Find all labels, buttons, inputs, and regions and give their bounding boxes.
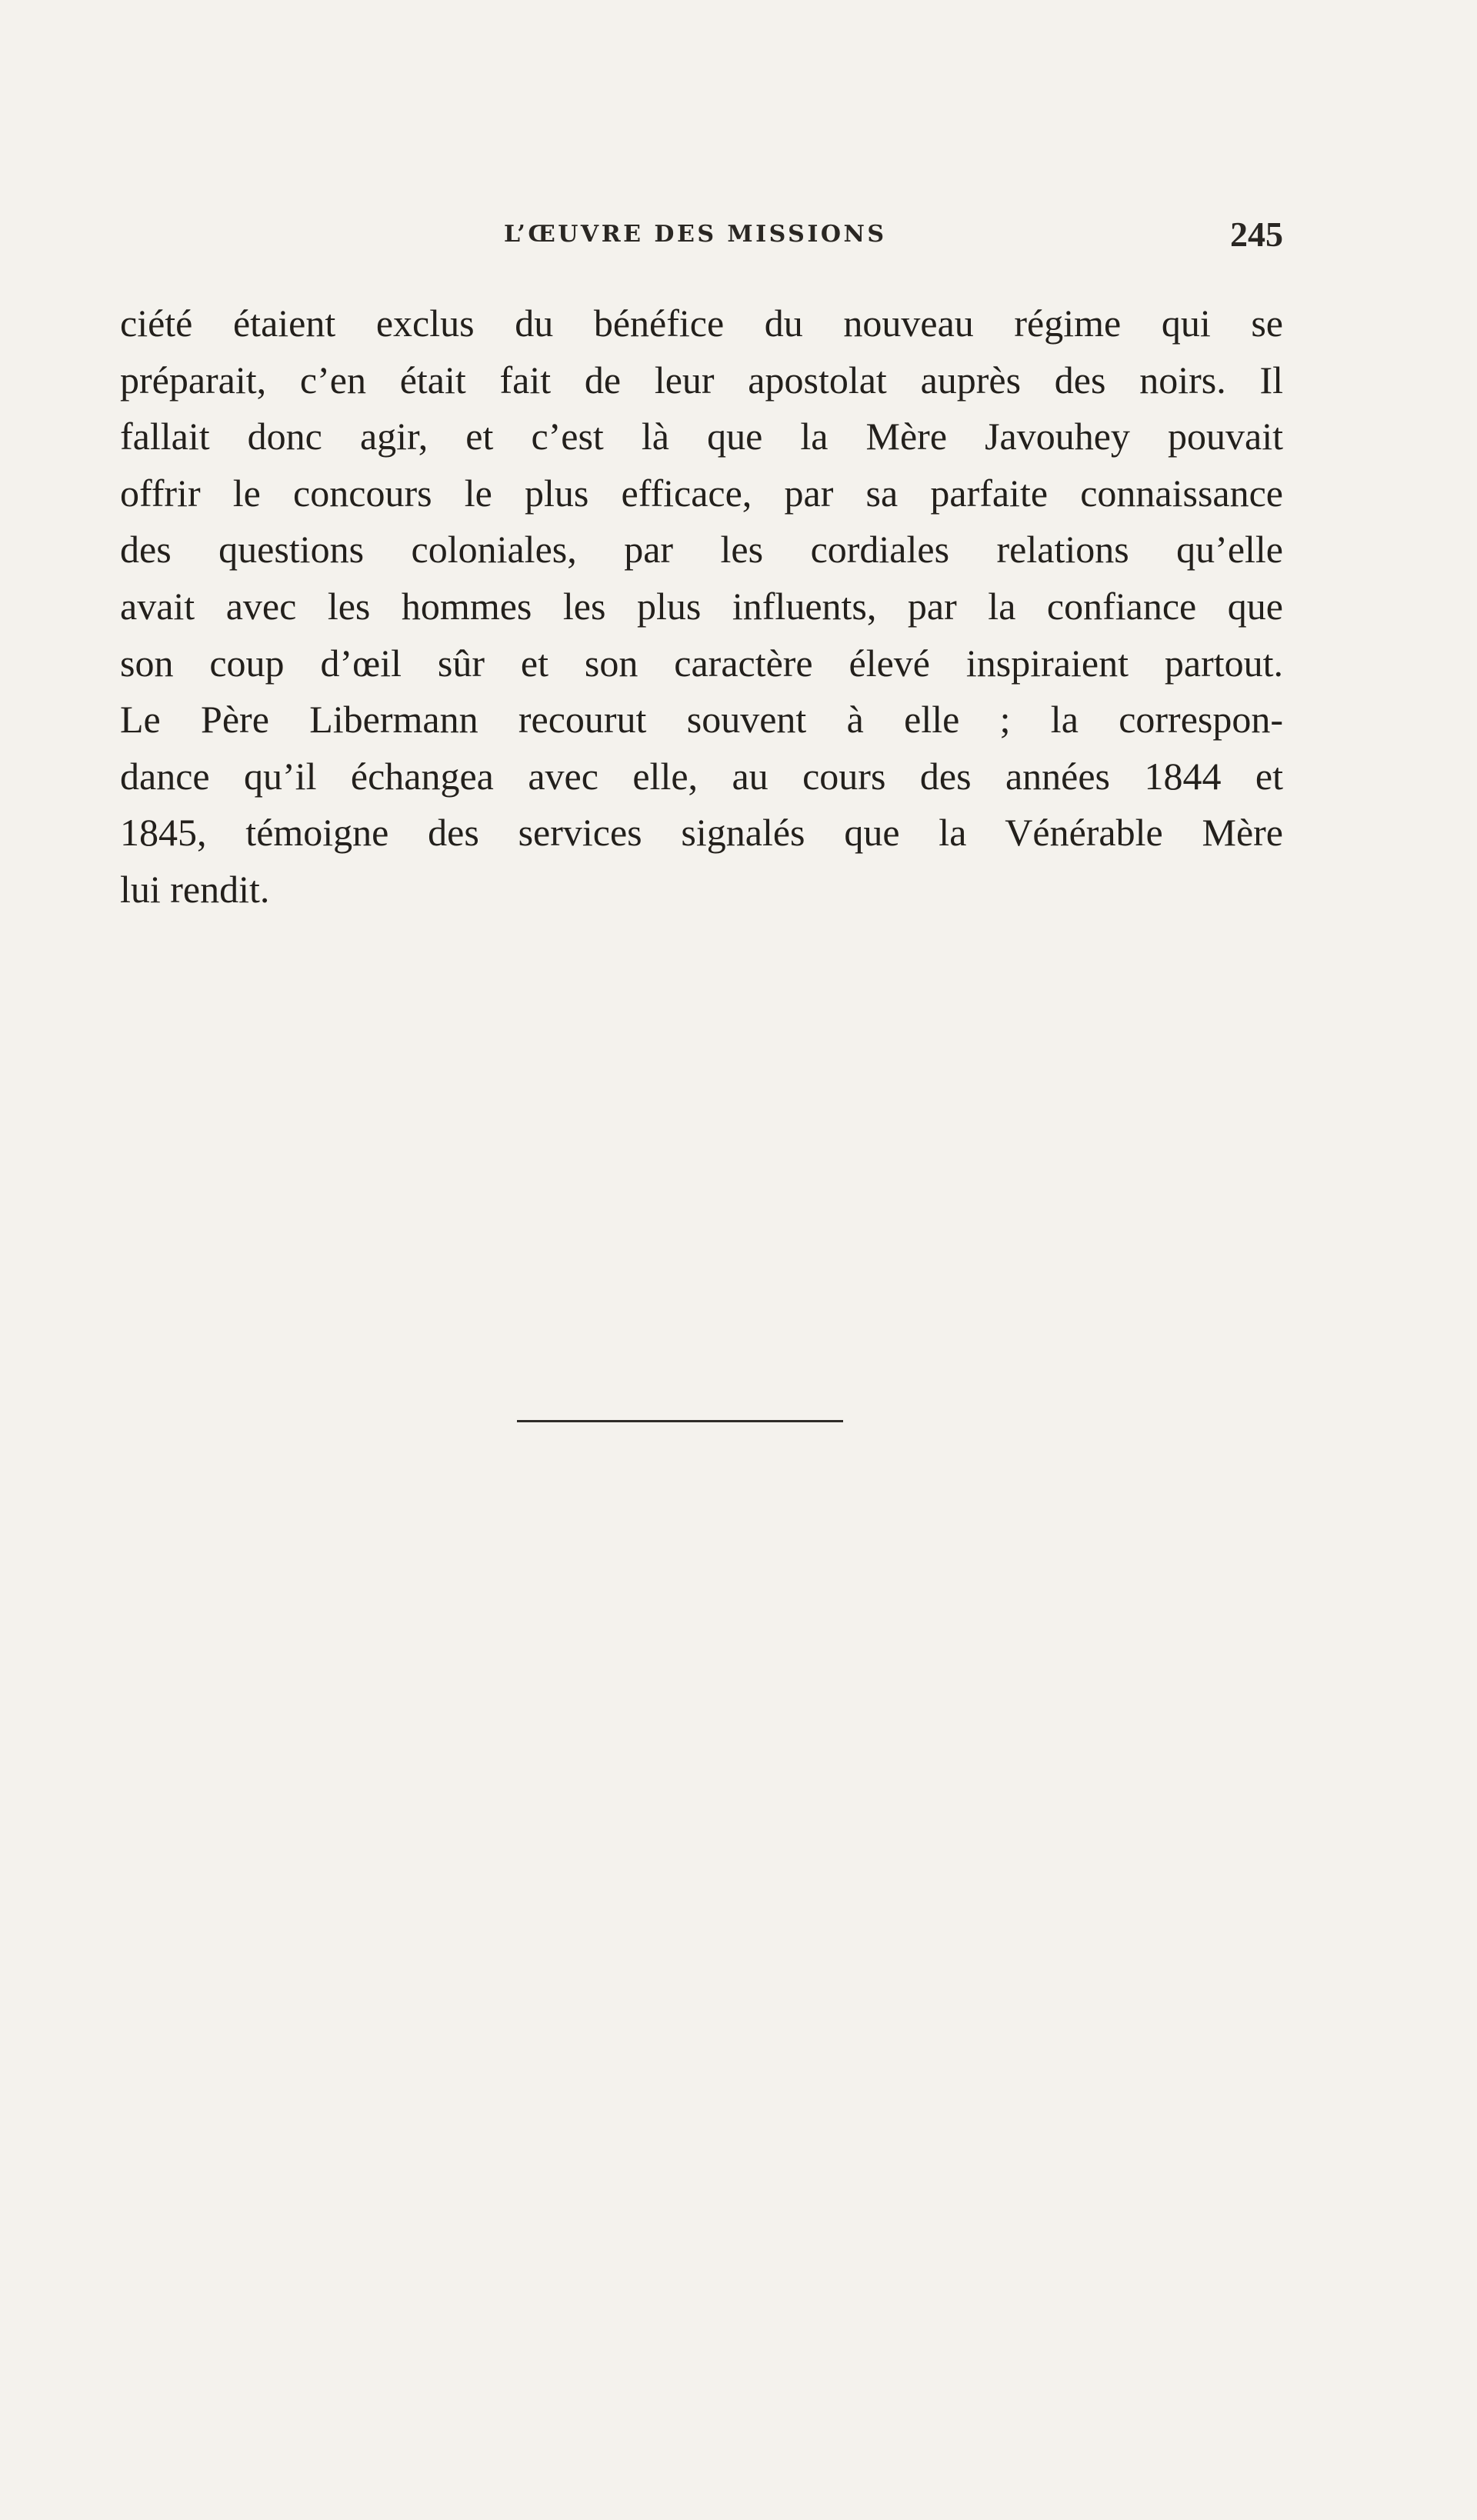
page-header — [120, 215, 1283, 264]
text-line: des questions coloniales, par les cordiales relations qu’elle — [120, 528, 1283, 572]
text-line: Le Père Libermann recourut souvent à elle ; la correspon- — [120, 698, 1283, 742]
text-line: préparait, c’en était fait de leur apostolat auprès des noirs. Il — [120, 358, 1283, 402]
text-line: offrir le concours le plus efficace, par sa parfaite connaissance — [120, 471, 1283, 515]
text-line: dance qu’il échangea avec elle, au cours des années 1844 et — [120, 754, 1283, 798]
section-separator-rule — [517, 1420, 843, 1422]
body-paragraph — [120, 295, 1283, 918]
text-line: avait avec les hommes les plus influents, par la confiance que — [120, 584, 1283, 628]
text-line: son coup d’œil sûr et son caractère élevé inspiraient partout. — [120, 641, 1283, 685]
text-line: 1845, témoigne des services signalés que la Vénérable Mère — [120, 811, 1283, 855]
running-title: L’ŒUVRE DES MISSIONS — [504, 221, 887, 248]
page-number: 245 — [1230, 215, 1283, 254]
text-line-final: lui rendit. — [120, 867, 270, 911]
text-line: ciété étaient exclus du bénéfice du nouveau régime qui se — [120, 302, 1283, 345]
text-line: fallait donc agir, et c’est là que la Mère Javouhey pouvait — [120, 415, 1283, 458]
